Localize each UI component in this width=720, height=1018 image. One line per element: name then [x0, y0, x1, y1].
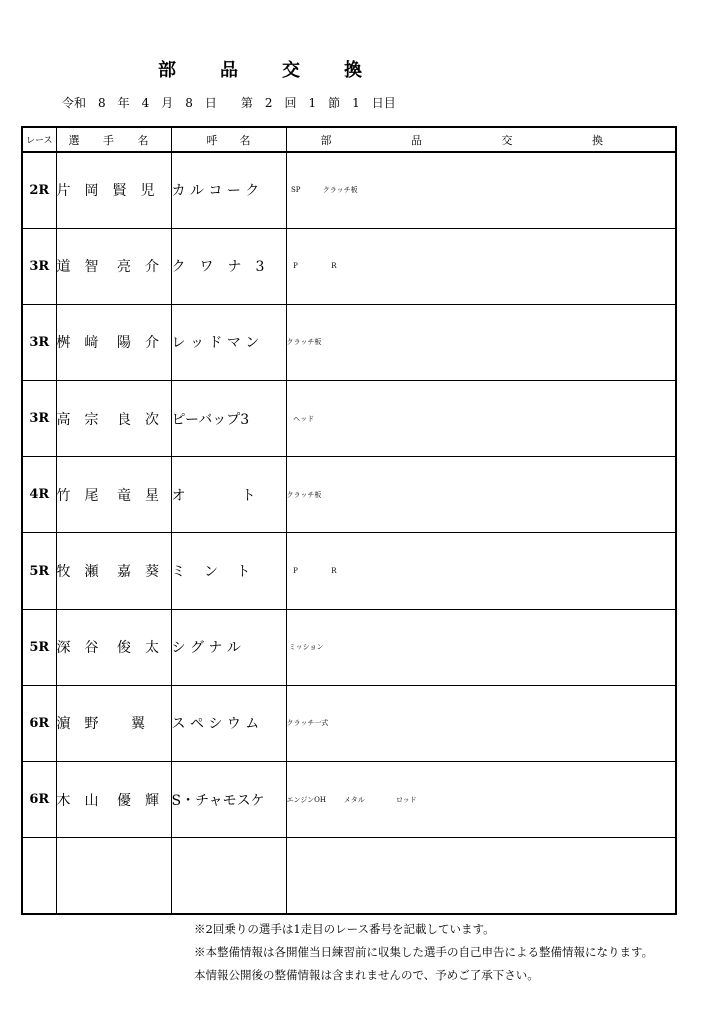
session-date: 令和 8 年 4 月 8 日 第 2 回 1 節 1 日目: [62, 96, 396, 110]
racer-name-cell: 深 谷 俊 太: [56, 609, 171, 685]
parts-exchange-table: [21, 126, 677, 915]
racer-name-cell: 桝 﨑 陽 介: [56, 304, 171, 380]
table-row: [22, 152, 676, 228]
race-cell: 5R: [22, 533, 56, 609]
call-name-cell: カ ル コ ー ク: [171, 152, 286, 228]
race-cell: 2R: [22, 152, 56, 228]
call-name-cell: レ ッ ド マ ン: [171, 304, 286, 380]
parts-cell: P R: [286, 228, 676, 304]
racer-name-cell: 木 山 優 輝: [56, 762, 171, 838]
table-row: [22, 762, 676, 838]
table-row: [22, 228, 676, 304]
race-cell: 6R: [22, 762, 56, 838]
call-name-cell: [171, 838, 286, 914]
racer-name-cell: 高 宗 良 次: [56, 381, 171, 457]
header-race: レース: [22, 127, 56, 152]
parts-cell: ミッション: [286, 609, 676, 685]
call-name-cell: ピーバップ3: [171, 381, 286, 457]
racer-name-cell: 道 智 亮 介: [56, 228, 171, 304]
header-parts: 部 品 交 換: [286, 127, 676, 152]
racer-name-cell: 竹 尾 竜 星: [56, 457, 171, 533]
parts-cell: P R: [286, 533, 676, 609]
parts-cell: [286, 838, 676, 914]
table-row: [22, 838, 676, 914]
table-header-row: [22, 127, 676, 152]
parts-cell: ヘッド: [286, 381, 676, 457]
call-name-cell: ミ ン ト: [171, 533, 286, 609]
parts-cell: クラッチ板: [286, 457, 676, 533]
table-row: [22, 609, 676, 685]
table-row: [22, 457, 676, 533]
table-row: [22, 381, 676, 457]
parts-cell: SP クラッチ板: [286, 152, 676, 228]
race-cell: 5R: [22, 609, 56, 685]
note-line: ※本整備情報は各開催当日練習前に収集した選手の自己申告による整備情報になります。: [194, 945, 654, 959]
table-row: [22, 304, 676, 380]
call-name-cell: ス ペ シ ウ ム: [171, 685, 286, 761]
race-cell: 3R: [22, 228, 56, 304]
call-name-cell: S・チャモスケ: [171, 762, 286, 838]
call-name-cell: オ ト: [171, 457, 286, 533]
call-name-cell: ク ワ ナ 3: [171, 228, 286, 304]
note-line: ※2回乗りの選手は1走目のレース番号を記載しています。: [194, 922, 495, 936]
parts-cell: クラッチ板: [286, 304, 676, 380]
racer-name-cell: 濵 野 翼: [56, 685, 171, 761]
race-cell: [22, 838, 56, 914]
call-name-cell: シ グ ナ ル: [171, 609, 286, 685]
parts-cell: クラッチ一式: [286, 685, 676, 761]
header-racer-name: 選 手 名: [56, 127, 171, 152]
racer-name-cell: 牧 瀬 嘉 葵: [56, 533, 171, 609]
notes: [194, 918, 653, 987]
parts-cell: エンジンOH メタル ロッド: [286, 762, 676, 838]
race-cell: 3R: [22, 381, 56, 457]
page-title: 部品交換: [158, 60, 406, 81]
race-cell: 6R: [22, 685, 56, 761]
racer-name-cell: [56, 838, 171, 914]
table-row: [22, 533, 676, 609]
race-cell: 4R: [22, 457, 56, 533]
racer-name-cell: 片 岡 賢 児: [56, 152, 171, 228]
race-cell: 3R: [22, 304, 56, 380]
note-line: 本情報公開後の整備情報は含まれませんので、予めご了承下さい。: [194, 968, 539, 982]
header-call-name: 呼 名: [171, 127, 286, 152]
table-row: [22, 685, 676, 761]
